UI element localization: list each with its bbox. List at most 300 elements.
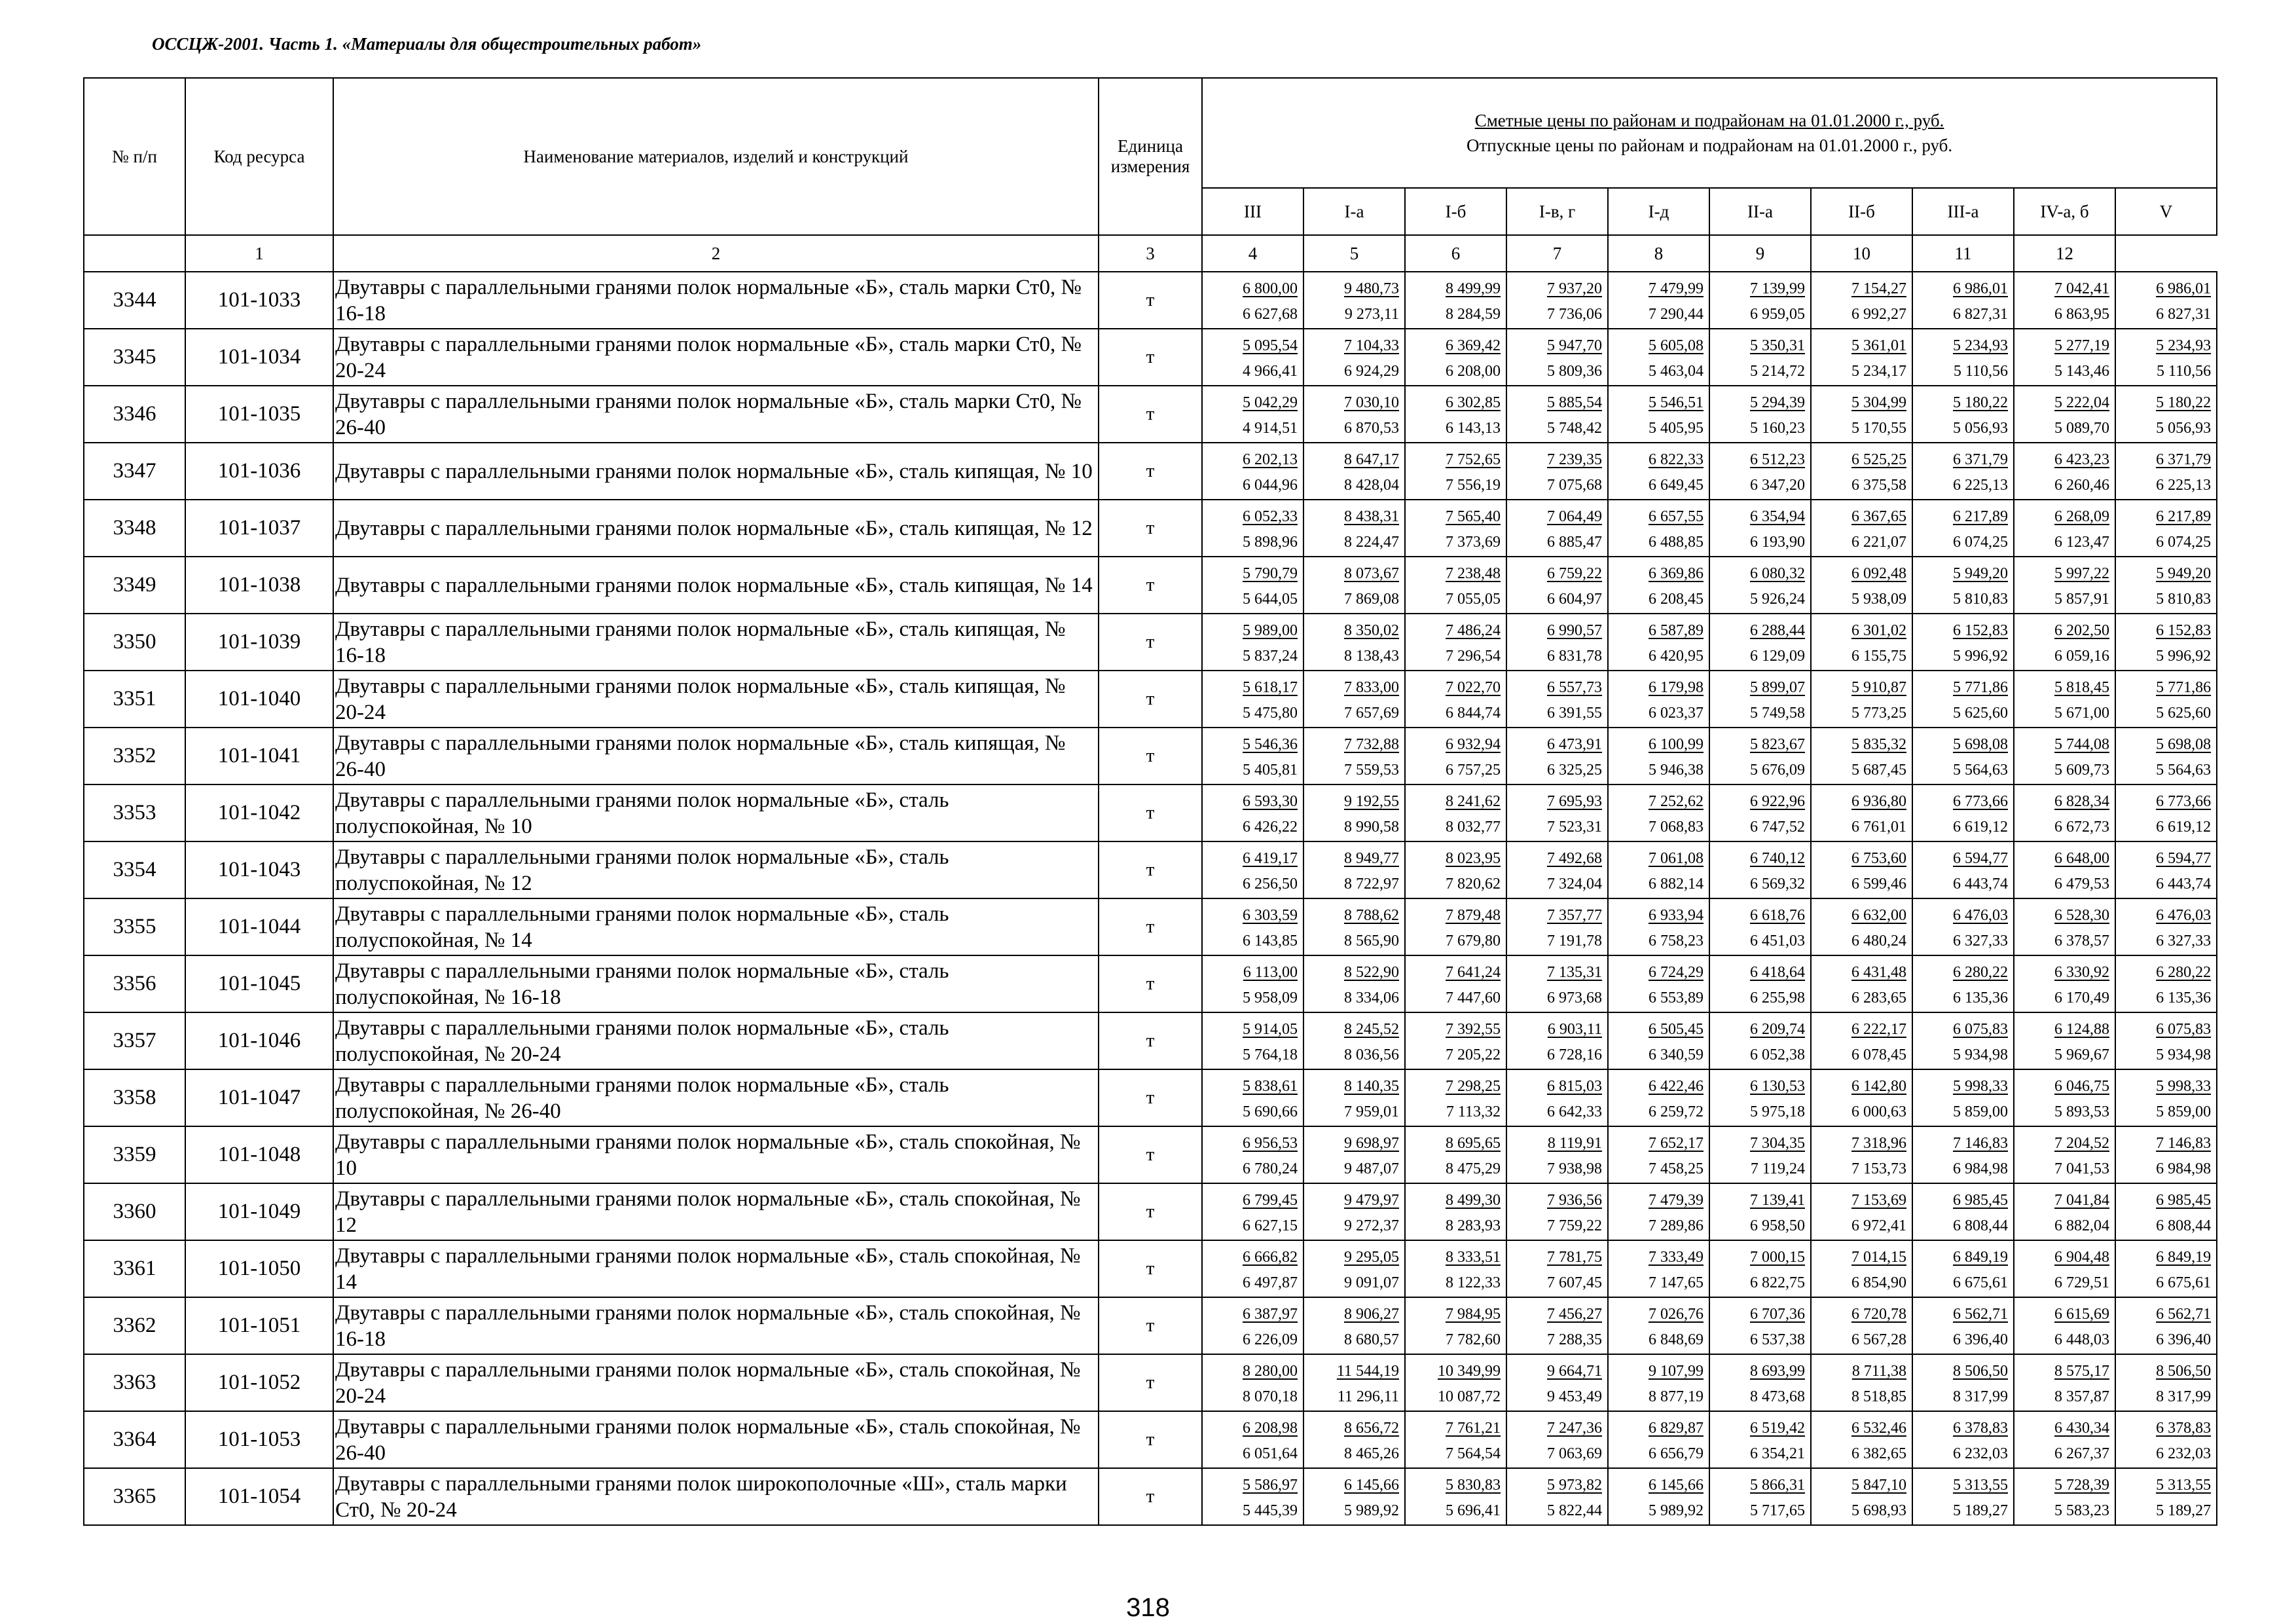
- estimate-price: 7 000,15: [1750, 1248, 1805, 1266]
- estimate-price: 5 222,04: [2054, 394, 2109, 411]
- release-price: 6 143,85: [1243, 932, 1298, 950]
- estimate-price: 6 208,98: [1243, 1419, 1298, 1437]
- release-price: 8 032,77: [1446, 818, 1501, 836]
- estimate-price-wrap: [1710, 1187, 1810, 1212]
- estimate-price-wrap: [1203, 1130, 1303, 1155]
- estimate-price: 8 280,00: [1243, 1362, 1298, 1380]
- release-price: 6 569,32: [1750, 875, 1805, 893]
- estimate-price-wrap: [2014, 1415, 2115, 1440]
- release-price: 7 458,25: [1649, 1160, 1704, 1177]
- release-price: 5 898,96: [1243, 533, 1298, 551]
- estimate-price: 6 615,69: [2054, 1305, 2109, 1323]
- estimate-price: 5 180,22: [2156, 394, 2212, 411]
- estimate-price-wrap: [1609, 1472, 1709, 1497]
- estimate-price: 7 139,41: [1750, 1191, 1805, 1209]
- release-price: 7 820,62: [1446, 875, 1501, 893]
- estimate-price: 5 830,83: [1446, 1476, 1501, 1494]
- release-price: 6 327,33: [1953, 932, 2008, 950]
- price-cell: [2115, 1468, 2217, 1525]
- release-price: 4 914,51: [1243, 419, 1298, 437]
- price-cell: [1608, 1468, 1709, 1525]
- price-cell: [1303, 1411, 1405, 1468]
- estimate-price: 6 280,22: [2156, 963, 2212, 981]
- unit-of-measure: т: [1099, 1354, 1202, 1411]
- release-price: 6 619,12: [2156, 818, 2212, 836]
- unit-of-measure: т: [1099, 614, 1202, 671]
- release-price: 9 273,11: [1344, 305, 1399, 323]
- estimate-price: 6 505,45: [1649, 1020, 1704, 1038]
- estimate-price: 8 788,62: [1344, 906, 1399, 924]
- release-price: 5 110,56: [1953, 362, 2008, 380]
- estimate-price: 7 153,69: [1851, 1191, 1906, 1209]
- price-cell: [2115, 671, 2217, 728]
- release-price: 5 463,04: [1649, 362, 1704, 380]
- column-number: 7: [1506, 235, 1608, 272]
- estimate-price-wrap: [1304, 902, 1404, 927]
- estimate-price: 7 042,41: [2054, 280, 2109, 297]
- resource-code: 101-1052: [185, 1354, 333, 1411]
- price-cell: [1506, 329, 1608, 386]
- release-price: 6 984,98: [2156, 1160, 2212, 1177]
- price-cell: [1811, 614, 1912, 671]
- price-cell: [2115, 1183, 2217, 1240]
- release-price: 6 844,74: [1446, 704, 1501, 722]
- estimate-price-wrap: [1304, 561, 1404, 585]
- release-price: 6 283,65: [1851, 989, 1906, 1006]
- estimate-price-wrap: [2116, 561, 2216, 585]
- estimate-price: 9 295,05: [1344, 1248, 1399, 1266]
- estimate-price: 6 986,01: [1953, 280, 2008, 297]
- estimate-price: 6 512,23: [1750, 451, 1805, 468]
- estimate-price-wrap: [1507, 731, 1607, 756]
- price-cell: [1811, 557, 1912, 614]
- price-cell: [1405, 1069, 1506, 1126]
- estimate-price: 7 333,49: [1649, 1248, 1704, 1266]
- price-cell: [2014, 386, 2115, 443]
- table-row: [84, 898, 2217, 955]
- release-price: 6 627,15: [1243, 1217, 1298, 1234]
- release-price: 6 123,47: [2054, 533, 2109, 551]
- release-price: 6 656,79: [1649, 1445, 1704, 1462]
- estimate-price-wrap: [1304, 276, 1404, 301]
- estimate-price: 5 947,70: [1547, 337, 1602, 354]
- resource-code: 101-1051: [185, 1297, 333, 1354]
- estimate-price-wrap: [1609, 788, 1709, 813]
- resource-code: 101-1050: [185, 1240, 333, 1297]
- price-cell: [1303, 1354, 1405, 1411]
- material-name: Двутавры с параллельными гранями полок нормальные «Б», сталь полуспокойная, № 20-24: [333, 1012, 1099, 1069]
- column-number: 4: [1202, 235, 1303, 272]
- estimate-price-wrap: [2116, 845, 2216, 870]
- estimate-price: 6 593,30: [1243, 792, 1298, 810]
- price-cell: [2014, 841, 2115, 898]
- estimate-price-wrap: [1304, 333, 1404, 358]
- estimate-price: 6 822,33: [1649, 451, 1704, 468]
- estimate-price: 6 473,91: [1547, 735, 1602, 753]
- estimate-price-wrap: [1203, 1187, 1303, 1212]
- estimate-price-wrap: [1304, 845, 1404, 870]
- estimate-price: 5 698,08: [1953, 735, 2008, 753]
- estimate-price-wrap: [1507, 276, 1607, 301]
- estimate-price: 6 525,25: [1851, 451, 1906, 468]
- estimate-price: 8 350,02: [1344, 621, 1399, 639]
- release-price: 5 934,98: [2156, 1046, 2212, 1063]
- estimate-price: 6 828,34: [2054, 792, 2109, 810]
- release-price: 8 465,26: [1344, 1445, 1399, 1462]
- release-price: 5 809,36: [1547, 362, 1602, 380]
- estimate-price: 6 657,55: [1649, 507, 1704, 525]
- estimate-price-wrap: [1812, 1016, 1912, 1041]
- price-cell: [1405, 386, 1506, 443]
- estimate-price: 6 378,83: [1953, 1419, 2008, 1437]
- estimate-price: 5 818,45: [2054, 678, 2109, 696]
- price-cell: [1303, 272, 1405, 329]
- estimate-price: 6 152,83: [2156, 621, 2212, 639]
- estimate-price-wrap: [1507, 1073, 1607, 1098]
- estimate-price-wrap: [1812, 845, 1912, 870]
- estimate-price-wrap: [1406, 1187, 1506, 1212]
- row-number: 3364: [84, 1411, 185, 1468]
- estimate-price: 5 998,33: [2156, 1077, 2212, 1095]
- table-row: [84, 557, 2217, 614]
- release-price: 5 969,67: [2054, 1046, 2109, 1063]
- price-cell: [1405, 1126, 1506, 1183]
- estimate-price-wrap: [1203, 1301, 1303, 1326]
- estimate-price-wrap: [1507, 674, 1607, 699]
- estimate-price-wrap: [2014, 276, 2115, 301]
- release-price: 6 443,74: [1953, 875, 2008, 893]
- price-cell: [1912, 443, 2014, 500]
- price-cell: [1912, 1069, 2014, 1126]
- price-cell: [1506, 272, 1608, 329]
- estimate-price: 7 061,08: [1649, 849, 1704, 867]
- estimate-price: 6 124,88: [2054, 1020, 2109, 1038]
- estimate-price: 9 664,71: [1547, 1362, 1602, 1380]
- material-name: Двутавры с параллельными гранями полок широкополочные «Ш», сталь марки Ст0, № 20-24: [333, 1468, 1099, 1525]
- price-cell: [1202, 557, 1303, 614]
- estimate-price: 8 438,31: [1344, 507, 1399, 525]
- unit-of-measure: т: [1099, 671, 1202, 728]
- estimate-price: 9 480,73: [1344, 280, 1399, 297]
- release-price: 6 827,31: [2156, 305, 2212, 323]
- estimate-price-wrap: [1913, 1073, 2013, 1098]
- estimate-price-wrap: [2116, 731, 2216, 756]
- estimate-price-wrap: [2014, 1301, 2115, 1326]
- estimate-price: 6 618,76: [1750, 906, 1805, 924]
- estimate-price-wrap: [1710, 618, 1810, 642]
- price-cell: [1405, 1012, 1506, 1069]
- estimate-price-wrap: [1913, 1358, 2013, 1383]
- estimate-price-wrap: [1203, 333, 1303, 358]
- estimate-price-wrap: [1507, 1130, 1607, 1155]
- estimate-price-wrap: [1406, 504, 1506, 528]
- release-price: 5 056,93: [1953, 419, 2008, 437]
- row-number: 3347: [84, 443, 185, 500]
- estimate-price: 5 847,10: [1851, 1476, 1906, 1494]
- release-price: 6 972,41: [1851, 1217, 1906, 1234]
- estimate-price-wrap: [2116, 1472, 2216, 1497]
- release-price: 6 078,45: [1851, 1046, 1906, 1063]
- row-number: 3348: [84, 500, 185, 557]
- estimate-price: 5 973,82: [1547, 1476, 1602, 1494]
- estimate-price-wrap: [1710, 731, 1810, 756]
- price-cell: [1202, 1069, 1303, 1126]
- estimate-price: 5 771,86: [2156, 678, 2212, 696]
- price-cell: [1912, 1183, 2014, 1240]
- estimate-price: 8 499,30: [1446, 1191, 1501, 1209]
- estimate-price: 6 985,45: [2156, 1191, 2212, 1209]
- estimate-price-wrap: [1609, 1415, 1709, 1440]
- price-cell: [2115, 1240, 2217, 1297]
- estimate-price: 6 330,92: [2054, 963, 2109, 981]
- estimate-price-wrap: [1609, 731, 1709, 756]
- price-cell: [2014, 443, 2115, 500]
- release-price: 5 234,17: [1851, 362, 1906, 380]
- unit-of-measure: т: [1099, 329, 1202, 386]
- release-price: 7 290,44: [1649, 305, 1704, 323]
- estimate-price-wrap: [2014, 959, 2115, 984]
- material-name: Двутавры с параллельными гранями полок нормальные «Б», сталь полуспокойная, № 12: [333, 841, 1099, 898]
- header-region: III-а: [1912, 188, 2014, 235]
- estimate-price-wrap: [1710, 788, 1810, 813]
- material-name: Двутавры с параллельными гранями полок нормальные «Б», сталь кипящая, № 12: [333, 500, 1099, 557]
- row-number: 3351: [84, 671, 185, 728]
- release-price: 6 259,72: [1649, 1103, 1704, 1120]
- estimate-price: 5 949,20: [2156, 564, 2212, 582]
- release-price: 4 966,41: [1243, 362, 1298, 380]
- row-number: 3353: [84, 784, 185, 841]
- estimate-price-wrap: [1609, 1073, 1709, 1098]
- resource-code: 101-1039: [185, 614, 333, 671]
- estimate-price-wrap: [1406, 1358, 1506, 1383]
- estimate-price: 6 753,60: [1851, 849, 1906, 867]
- release-price: 5 189,27: [1953, 1502, 2008, 1519]
- price-cell: [2115, 500, 2217, 557]
- estimate-price-wrap: [2014, 731, 2115, 756]
- price-cell: [1709, 728, 1811, 784]
- release-price: 5 975,18: [1750, 1103, 1805, 1120]
- release-price: 6 327,33: [2156, 932, 2212, 950]
- release-price: 7 113,32: [1446, 1103, 1501, 1120]
- estimate-price-wrap: [2116, 1187, 2216, 1212]
- table-row: [84, 614, 2217, 671]
- release-price: 6 924,29: [1344, 362, 1399, 380]
- price-cell: [1811, 1468, 1912, 1525]
- estimate-price: 6 849,19: [1953, 1248, 2008, 1266]
- estimate-price-wrap: [1913, 902, 2013, 927]
- release-price: 6 391,55: [1547, 704, 1602, 722]
- estimate-price-wrap: [1913, 504, 2013, 528]
- estimate-price-wrap: [1406, 1472, 1506, 1497]
- release-price: 7 288,35: [1547, 1331, 1602, 1348]
- estimate-price-wrap: [1812, 390, 1912, 415]
- price-cell: [1202, 784, 1303, 841]
- estimate-price-wrap: [2116, 1358, 2216, 1383]
- estimate-price: 6 773,66: [1953, 792, 2008, 810]
- estimate-price: 7 204,52: [2054, 1134, 2109, 1152]
- resource-code: 101-1035: [185, 386, 333, 443]
- estimate-price: 5 234,93: [1953, 337, 2008, 354]
- estimate-price-wrap: [1406, 845, 1506, 870]
- estimate-price: 6 052,33: [1243, 507, 1298, 525]
- estimate-price: 6 302,85: [1446, 394, 1501, 411]
- release-price: 5 857,91: [2054, 590, 2109, 608]
- price-cell: [1202, 500, 1303, 557]
- unit-of-measure: т: [1099, 1468, 1202, 1525]
- resource-code: 101-1037: [185, 500, 333, 557]
- estimate-price-wrap: [1203, 788, 1303, 813]
- estimate-price: 7 298,25: [1446, 1077, 1501, 1095]
- estimate-price: 6 217,89: [1953, 507, 2008, 525]
- release-price: 8 224,47: [1344, 533, 1399, 551]
- release-price: 6 984,98: [1953, 1160, 2008, 1177]
- material-name: Двутавры с параллельными гранями полок нормальные «Б», сталь полуспокойная, № 16-18: [333, 955, 1099, 1012]
- price-cell: [1506, 671, 1608, 728]
- header-unit: Единица измерения: [1099, 78, 1202, 235]
- release-price: 6 420,95: [1649, 647, 1704, 665]
- estimate-price: 8 506,50: [2156, 1362, 2212, 1380]
- estimate-price-wrap: [1710, 333, 1810, 358]
- estimate-price-wrap: [1812, 788, 1912, 813]
- estimate-price-wrap: [2116, 276, 2216, 301]
- estimate-price: 6 519,42: [1750, 1419, 1805, 1437]
- estimate-price: 7 154,27: [1851, 280, 1906, 297]
- estimate-price: 6 268,09: [2054, 507, 2109, 525]
- price-cell: [1405, 1468, 1506, 1525]
- estimate-price-wrap: [1913, 731, 2013, 756]
- estimate-price: 6 740,12: [1750, 849, 1805, 867]
- release-price: 6 672,73: [2054, 818, 2109, 836]
- table-row: [84, 1012, 2217, 1069]
- material-name: Двутавры с параллельными гранями полок нормальные «Б», сталь кипящая, № 20-24: [333, 671, 1099, 728]
- release-price: 6 497,87: [1243, 1274, 1298, 1291]
- estimate-price: 8 073,67: [1344, 564, 1399, 582]
- estimate-price-wrap: [1507, 1415, 1607, 1440]
- estimate-price-wrap: [2014, 504, 2115, 528]
- release-price: 5 958,09: [1243, 989, 1298, 1006]
- resource-code: 101-1044: [185, 898, 333, 955]
- price-cell: [1709, 1468, 1811, 1525]
- estimate-price: 8 695,65: [1446, 1134, 1501, 1152]
- estimate-price-wrap: [1913, 1415, 2013, 1440]
- estimate-price-wrap: [1203, 504, 1303, 528]
- price-cell: [2014, 1411, 2115, 1468]
- estimate-price: 6 145,66: [1649, 1476, 1704, 1494]
- estimate-price: 6 113,00: [1243, 963, 1298, 981]
- estimate-price: 7 030,10: [1344, 394, 1399, 411]
- price-cell: [1912, 1012, 2014, 1069]
- estimate-price: 6 903,11: [1547, 1020, 1602, 1038]
- price-cell: [1202, 1183, 1303, 1240]
- estimate-price: 6 799,45: [1243, 1191, 1298, 1209]
- estimate-price-wrap: [1710, 504, 1810, 528]
- price-cell: [2115, 1069, 2217, 1126]
- estimate-price: 5 304,99: [1851, 394, 1906, 411]
- estimate-price: 11 544,19: [1336, 1362, 1399, 1380]
- column-number: 10: [1811, 235, 1912, 272]
- release-price: 6 225,13: [2156, 476, 2212, 494]
- estimate-price-wrap: [2116, 788, 2216, 813]
- header-code: Код ресурса: [185, 78, 333, 235]
- estimate-price-wrap: [1913, 1187, 2013, 1212]
- estimate-price-wrap: [2014, 333, 2115, 358]
- estimate-price: 5 790,79: [1243, 564, 1298, 582]
- estimate-price-wrap: [2014, 1016, 2115, 1041]
- estimate-price-wrap: [1812, 1187, 1912, 1212]
- estimate-price: 7 486,24: [1446, 621, 1501, 639]
- estimate-price-wrap: [1304, 731, 1404, 756]
- price-cell: [1912, 728, 2014, 784]
- release-price: 5 698,93: [1851, 1502, 1906, 1519]
- price-cell: [1405, 443, 1506, 500]
- release-price: 6 885,47: [1547, 533, 1602, 551]
- header-region: IV-а, б: [2014, 188, 2115, 235]
- estimate-price: 7 139,99: [1750, 280, 1805, 297]
- estimate-price-wrap: [1304, 1358, 1404, 1383]
- material-name: Двутавры с параллельными гранями полок нормальные «Б», сталь марки Ст0, № 20-24: [333, 329, 1099, 386]
- unit-of-measure: т: [1099, 272, 1202, 329]
- estimate-price: 5 998,33: [1953, 1077, 2008, 1095]
- price-cell: [1303, 898, 1405, 955]
- estimate-price-wrap: [1406, 959, 1506, 984]
- price-cell: [1709, 1354, 1811, 1411]
- release-price: 6 375,58: [1851, 476, 1906, 494]
- estimate-price-wrap: [1812, 1301, 1912, 1326]
- estimate-price-wrap: [2014, 1358, 2115, 1383]
- price-cell: [1608, 614, 1709, 671]
- estimate-price-wrap: [1304, 1415, 1404, 1440]
- resource-code: 101-1036: [185, 443, 333, 500]
- price-cell: [1608, 557, 1709, 614]
- unit-of-measure: т: [1099, 500, 1202, 557]
- price-cell: [1811, 1411, 1912, 1468]
- release-price: 6 992,27: [1851, 305, 1906, 323]
- estimate-price: 6 130,53: [1750, 1077, 1805, 1095]
- estimate-price: 8 023,95: [1446, 849, 1501, 867]
- column-number: 11: [1912, 235, 2014, 272]
- estimate-price-wrap: [1406, 1016, 1506, 1041]
- release-price: 6 627,68: [1243, 305, 1298, 323]
- release-price: 5 687,45: [1851, 761, 1906, 779]
- price-cell: [1608, 329, 1709, 386]
- estimate-price: 5 313,55: [1953, 1476, 2008, 1494]
- estimate-price-wrap: [1203, 1472, 1303, 1497]
- estimate-price: 5 823,67: [1750, 735, 1805, 753]
- release-price: 5 475,80: [1243, 704, 1298, 722]
- row-number: 3354: [84, 841, 185, 898]
- release-price: 6 728,16: [1547, 1046, 1602, 1063]
- price-cell: [1506, 1411, 1608, 1468]
- estimate-price: 7 014,15: [1851, 1248, 1906, 1266]
- release-price: 6 747,52: [1750, 818, 1805, 836]
- estimate-price-wrap: [1203, 1073, 1303, 1098]
- unit-of-measure: т: [1099, 1069, 1202, 1126]
- estimate-price: 6 933,94: [1649, 906, 1704, 924]
- unit-of-measure: т: [1099, 784, 1202, 841]
- release-price: 5 810,83: [2156, 590, 2212, 608]
- estimate-price-wrap: [1812, 1472, 1912, 1497]
- price-cell: [1912, 671, 2014, 728]
- estimate-price-wrap: [2116, 674, 2216, 699]
- estimate-price: 5 546,51: [1649, 394, 1704, 411]
- release-price: 6 232,03: [1953, 1445, 2008, 1462]
- price-cell: [1912, 500, 2014, 557]
- price-cell: [1709, 557, 1811, 614]
- estimate-price: 6 418,64: [1750, 963, 1805, 981]
- price-cell: [1608, 841, 1709, 898]
- price-cell: [2014, 728, 2115, 784]
- price-cell: [1912, 1297, 2014, 1354]
